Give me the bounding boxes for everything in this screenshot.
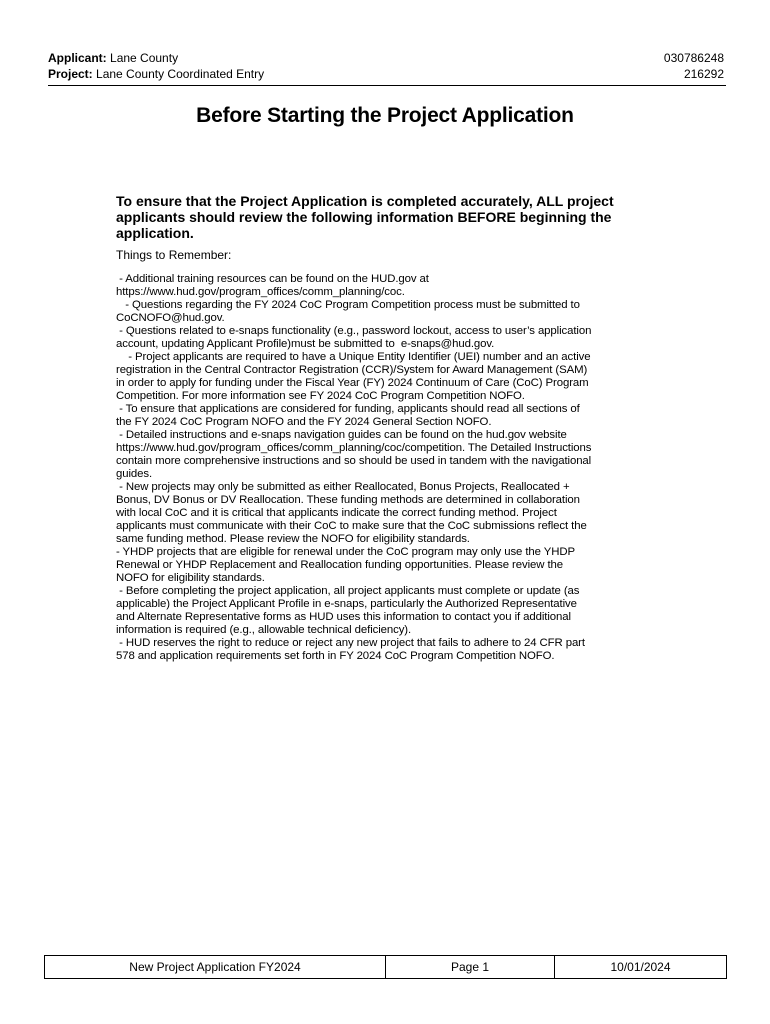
- instruction-line: contain more comprehensive instructions and so should be used in tandem with the navigational: [116, 455, 592, 467]
- instruction-line: account, updating Applicant Profile)must be submitted to e-snaps@hud.gov.: [116, 338, 495, 350]
- applicant-label: Applicant:: [48, 51, 107, 65]
- project-id: 216292: [683, 67, 724, 81]
- project-info: [48, 66, 264, 82]
- applicant-info: [48, 50, 178, 66]
- instruction-line: applicants must communicate with their CoC to make sure that the CoC submissions reflect the: [116, 520, 587, 532]
- instruction-line: - YHDP projects that are eligible for renewal under the CoC program may only use the YHDP: [116, 546, 575, 558]
- instruction-line: - New projects may only be submitted as either Reallocated, Bonus Projects, Reallocated +: [116, 481, 570, 493]
- footer-form-name: New Project Application FY2024: [45, 956, 386, 978]
- instruction-line: 578 and application requirements set forth in FY 2024 CoC Program Competition NOFO.: [116, 650, 555, 662]
- instruction-line: guides.: [116, 468, 153, 480]
- instruction-line: - To ensure that applications are considered for funding, applicants should read all sections of: [116, 403, 580, 415]
- instruction-line: - Detailed instructions and e-snaps navigation guides can be found on the hud.gov website: [116, 429, 567, 441]
- instruction-line: https://www.hud.gov/program_offices/comm_planning/coc.: [116, 286, 405, 298]
- instruction-line: - Questions regarding the FY 2024 CoC Program Competition process must be submitted to: [116, 299, 580, 311]
- instruction-line: Bonus, DV Bonus or DV Reallocation. These funding methods are determined in collaboration: [116, 494, 580, 506]
- project-value: Lane County Coordinated Entry: [96, 67, 265, 81]
- instruction-line: registration in the Central Contractor Registration (CCR)/System for Award Management (SAM): [116, 364, 588, 376]
- applicant-value: Lane County: [110, 51, 179, 65]
- things-to-remember-label: Things to Remember:: [116, 248, 232, 262]
- instruction-line: Competition. For more information see FY 2024 CoC Program Competition NOFO.: [116, 390, 525, 402]
- instruction-line: CoCNOFO@hud.gov.: [116, 312, 225, 324]
- page-title: Before Starting the Project Application: [196, 104, 574, 127]
- project-row: [48, 66, 724, 82]
- instruction-line: - HUD reserves the right to reduce or reject any new project that fails to adhere to 24 CFR part: [116, 637, 585, 649]
- instruction-line: NOFO for eligibility standards.: [116, 572, 265, 584]
- project-label: Project:: [48, 67, 93, 81]
- instruction-line: https://www.hud.gov/program_offices/comm_planning/coc/competition. The Detailed Instructions: [116, 442, 592, 454]
- header-divider: [48, 85, 726, 86]
- footer-date: 10/01/2024: [610, 960, 671, 974]
- instruction-line: applicable) the Project Applicant Profile in e-snaps, particularly the Authorized Representative: [116, 598, 577, 610]
- instruction-line: and Alternate Representative forms as HUD uses this information to contact you if additional: [116, 611, 571, 623]
- footer-page-number: Page 1: [386, 956, 555, 978]
- instruction-line: with local CoC and it is critical that applicants indicate the correct funding method. Project: [116, 507, 557, 519]
- instruction-line: same funding method. Please review the NOFO for eligibility standards.: [116, 533, 470, 545]
- instruction-line: - Additional training resources can be found on the HUD.gov at: [116, 273, 429, 285]
- applicant-id: 030786248: [663, 51, 724, 65]
- page-header: [48, 50, 724, 82]
- page-footer: [44, 955, 727, 979]
- instruction-line: - Questions related to e-snaps functionality (e.g., password lockout, access to user’s application: [116, 325, 592, 337]
- instructions-text: [116, 273, 661, 663]
- instruction-line: in order to apply for funding under the Fiscal Year (FY) 2024 Continuum of Care (CoC) Program: [116, 377, 589, 389]
- instruction-line: the FY 2024 CoC Program NOFO and the FY 2024 General Section NOFO.: [116, 416, 492, 428]
- intro-paragraph: To ensure that the Project Application is completed accurately, ALL project applicants should review the following information BEFORE beginning the application.: [116, 193, 614, 241]
- instruction-line: - Before completing the project application, all project applicants must complete or update (as: [116, 585, 580, 597]
- applicant-row: [48, 50, 724, 66]
- instruction-line: information is required (e.g., allowable technical deficiency).: [116, 624, 412, 636]
- instruction-line: Renewal or YHDP Replacement and Reallocation funding opportunities. Please review the: [116, 559, 563, 571]
- instruction-line: - Project applicants are required to have a Unique Entity Identifier (UEI) number and an active: [116, 351, 591, 363]
